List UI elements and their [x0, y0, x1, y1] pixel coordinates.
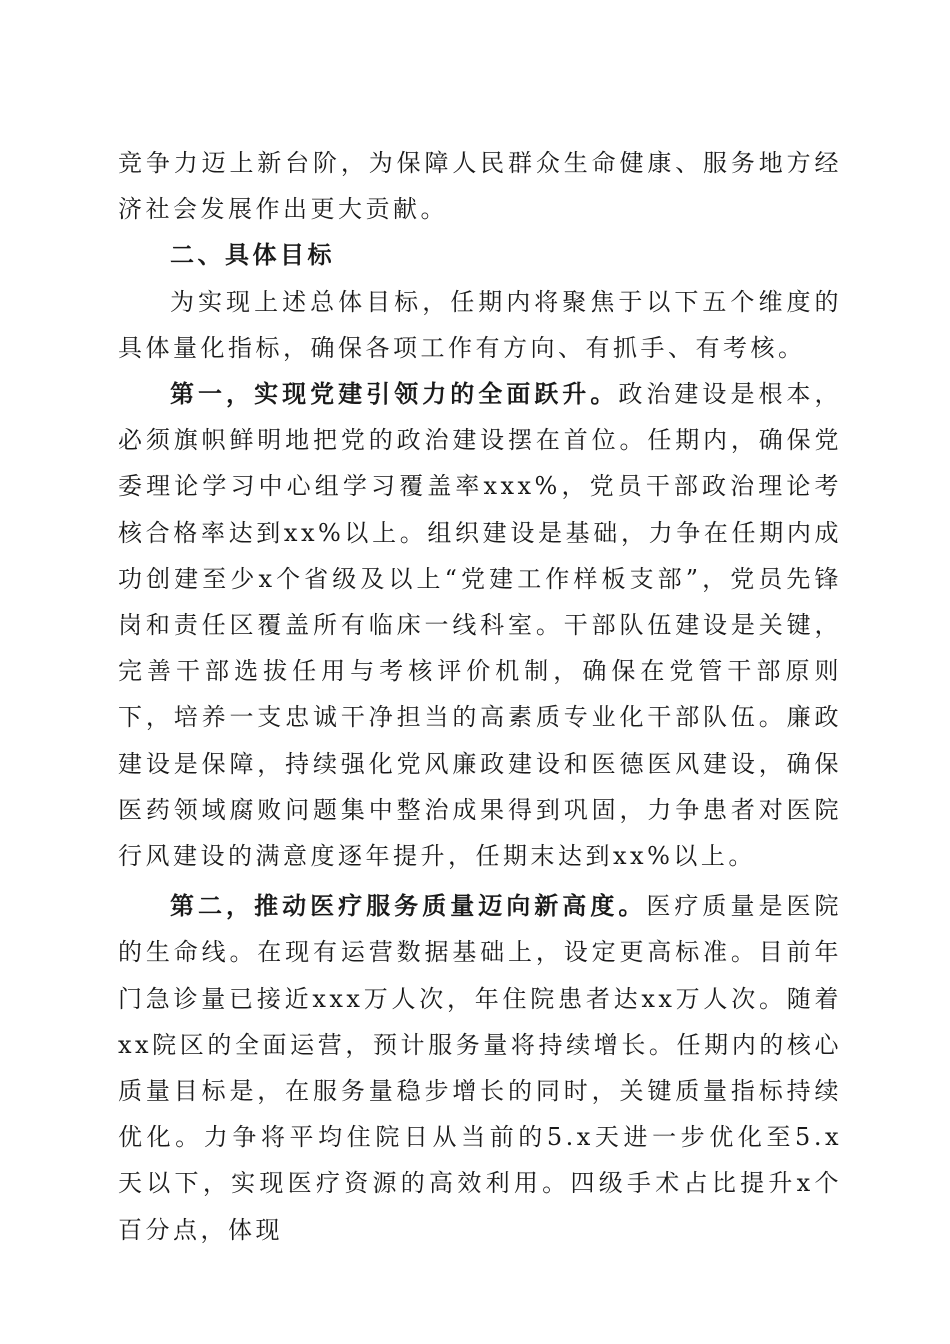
- paragraph-text: 医疗质量是医院的生命线。在现有运营数据基础上，设定更高标准。目前年门急诊量已接近xxx万人次，年住院患者达xx万人次。随着xx院区的全面运营，预计服务量将持续增长。任期内的核心质量目标是，在服务量稳步增长的同时，关键质量指标持续优化。力争将平均住院日从当前的5.x天进一步优化至5.x天以下，实现医疗资源的高效利用。四级手术占比提升x个百分点，体现: [118, 892, 843, 1244]
- paragraph-overview: [118, 279, 842, 371]
- paragraph-text: 为实现上述总体目标，任期内将聚焦于以下五个维度的具体量化指标，确保各项工作有方向、有抓手、有考核。: [118, 287, 842, 362]
- paragraph-lead: 第一，实现党建引领力的全面跃升。: [170, 379, 619, 409]
- paragraph-goal-first: [118, 371, 842, 879]
- section-heading: [118, 232, 842, 278]
- paragraph-lead: 第二，推动医疗服务质量迈向新高度。: [170, 891, 647, 921]
- document-body: [118, 140, 842, 1253]
- paragraph-goal-second: [118, 883, 842, 1253]
- paragraph-text: 政治建设是根本，必须旗帜鲜明地把党的政治建设摆在首位。任期内，确保党委理论学习中心组学习覆盖率xxx%，党员干部政治理论考核合格率达到xx%以上。组织建设是基础，力争在任期内成功创建至少x个省级及以上“党建工作样板支部”，党员先锋岗和责任区覆盖所有临床一线科室。干部队伍建设是关键，完善干部选拔任用与考核评价机制，确保在党管干部原则下，培养一支忠诚干净担当的高素质专业化干部队伍。廉政建设是保障，持续强化党风廉政建设和医德医风建设，确保医药领域腐败问题集中整治成果得到巩固，力争患者对医院行风建设的满意度逐年提升，任期末达到xx%以上。: [118, 380, 843, 871]
- paragraph-text: 竞争力迈上新台阶，为保障人民群众生命健康、服务地方经济社会发展作出更大贡献。: [118, 149, 842, 224]
- paragraph-intro-continuation: [118, 140, 842, 232]
- heading-text: 二、具体目标: [170, 241, 335, 270]
